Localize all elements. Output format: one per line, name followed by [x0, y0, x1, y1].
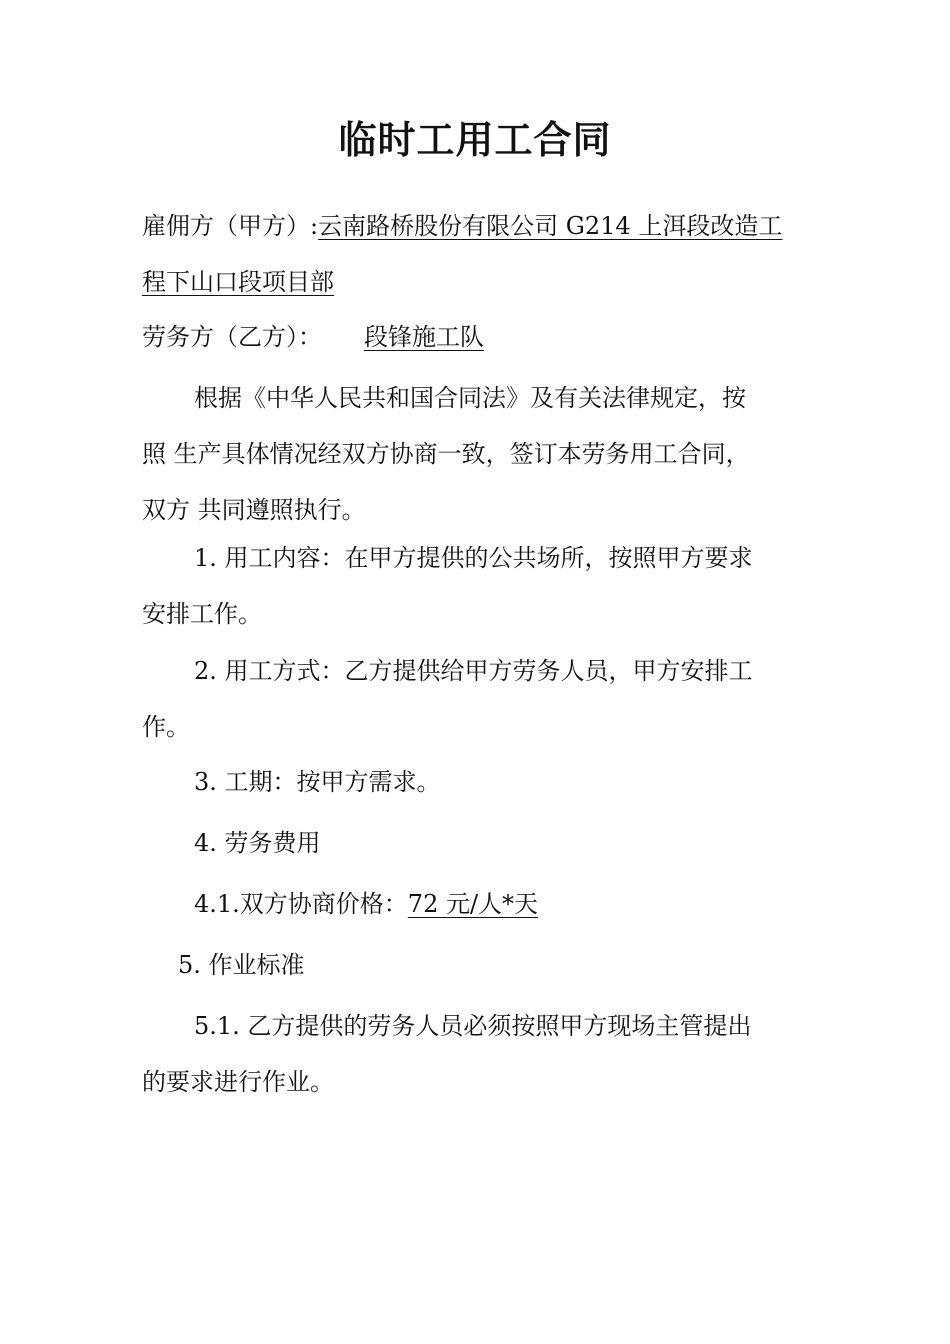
clause-1-line-1: 1. 用工内容：在甲方提供的公共场所，按照甲方要求 — [194, 544, 753, 572]
party-a-name-line-2: 程下山口段项目部 — [142, 268, 334, 296]
clause-4-1-line — [142, 876, 807, 932]
clause-2 — [142, 643, 807, 755]
clause-1 — [142, 530, 807, 642]
contract-title: 临时工用工合同 — [338, 118, 612, 162]
clause-2-line-2: 作。 — [142, 713, 190, 741]
clause-4-heading: 4. 劳务费用 — [194, 829, 321, 857]
clause-3-line: 3. 工期：按甲方需求。 — [194, 768, 441, 796]
party-b-line — [142, 309, 807, 365]
preamble-line-1: 根据《中华人民共和国合同法》及有关法律规定，按 — [194, 384, 746, 412]
clause-1-line-2: 安排工作。 — [142, 600, 262, 628]
clause-4 — [142, 815, 807, 871]
clause-3 — [142, 754, 807, 810]
clause-4-1 — [142, 876, 807, 932]
party-a-label: 雇佣方（甲方）: — [142, 212, 319, 240]
party-a-section — [142, 198, 807, 310]
party-a-line-1 — [142, 198, 807, 254]
clause-5-heading: 5. 作业标准 — [178, 951, 305, 979]
party-a-line-2 — [142, 254, 807, 310]
party-a-name-line-1: 云南路桥股份有限公司 G214 上洱段改造工 — [318, 212, 783, 240]
preamble-line-3: 双方 共同遵照执行。 — [142, 496, 366, 524]
price-label: 4.1.双方协商价格： — [194, 890, 408, 918]
preamble-line-2: 照 生产具体情况经双方协商一致，签订本劳务用工合同， — [142, 440, 750, 468]
clause-5-1-line-2: 的要求进行作业。 — [142, 1068, 334, 1096]
preamble-paragraph — [142, 370, 807, 538]
party-b-name: 段锋施工队 — [364, 323, 484, 351]
price-value: 72 元/人*天 — [407, 890, 539, 918]
clause-5-1 — [142, 998, 807, 1110]
clause-5 — [142, 937, 807, 993]
party-b-section — [142, 309, 807, 365]
clause-2-line-1: 2. 用工方式：乙方提供给甲方劳务人员，甲方安排工 — [194, 657, 753, 685]
party-b-label: 劳务方（乙方）： — [142, 323, 322, 351]
clause-5-1-line-1: 5.1. 乙方提供的劳务人员必须按照甲方现场主管提出 — [194, 1012, 752, 1040]
